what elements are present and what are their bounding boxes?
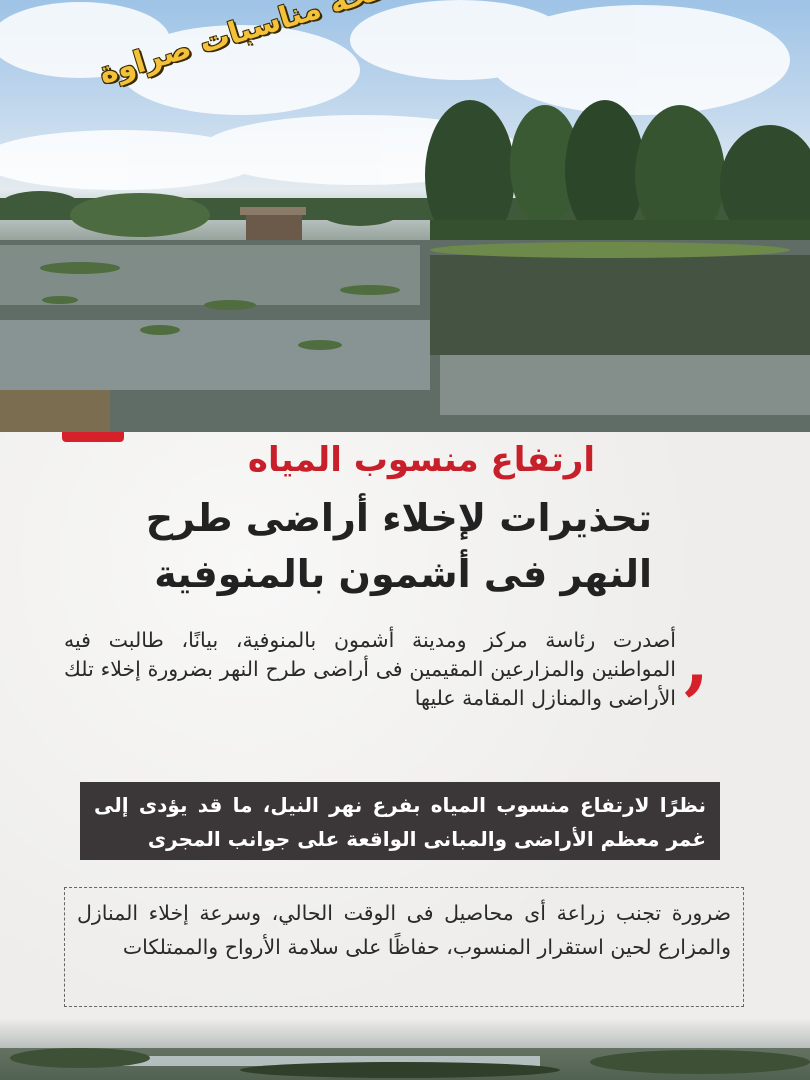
headline-line-2: النهر فى أشمون بالمنوفية [154, 552, 652, 596]
bottom-river-photo [0, 1018, 810, 1080]
hut [240, 207, 306, 243]
flood-photo [0, 0, 810, 432]
red-accent-bar [62, 432, 124, 442]
river-scene-graphic [0, 1018, 810, 1080]
article-panel [0, 432, 810, 1080]
article-intro: أصدرت رئاسة مركز ومدينة أشمون بالمنوفية، بيانًا، طالبت فيه المواطنين والمزارعين المقيمين فى أراضى طرح النهر بضرورة إخلاء تلك الأراضى والمنازل المقامة عليها [64, 628, 676, 710]
article-kicker: ارتفاع منسوب المياه [247, 440, 595, 480]
article-headline [146, 490, 652, 602]
notice-box: ضرورة تجنب زراعة أى محاصيل فى الوقت الحالي، وسرعة إخلاء المنازل والمزارع لحين استقرار المنسوب، حفاظًا على سلامة الأرواح والممتلكات [64, 887, 744, 1007]
flood-water [0, 240, 810, 432]
highlight-box: نظرًا لارتفاع منسوب المياه بفرع نهر النيل، ما قد يؤدى إلى غمر معظم الأراضى والمبانى الواقعة على جوانب المجرى [80, 782, 720, 860]
quote-mark-icon: , [684, 618, 710, 703]
page-stamp: مناسبات صراوة [95, 0, 326, 92]
headline-line-1: تحذيرات لإخلاء أراضى طرح [145, 496, 652, 540]
right-trees [425, 100, 810, 250]
